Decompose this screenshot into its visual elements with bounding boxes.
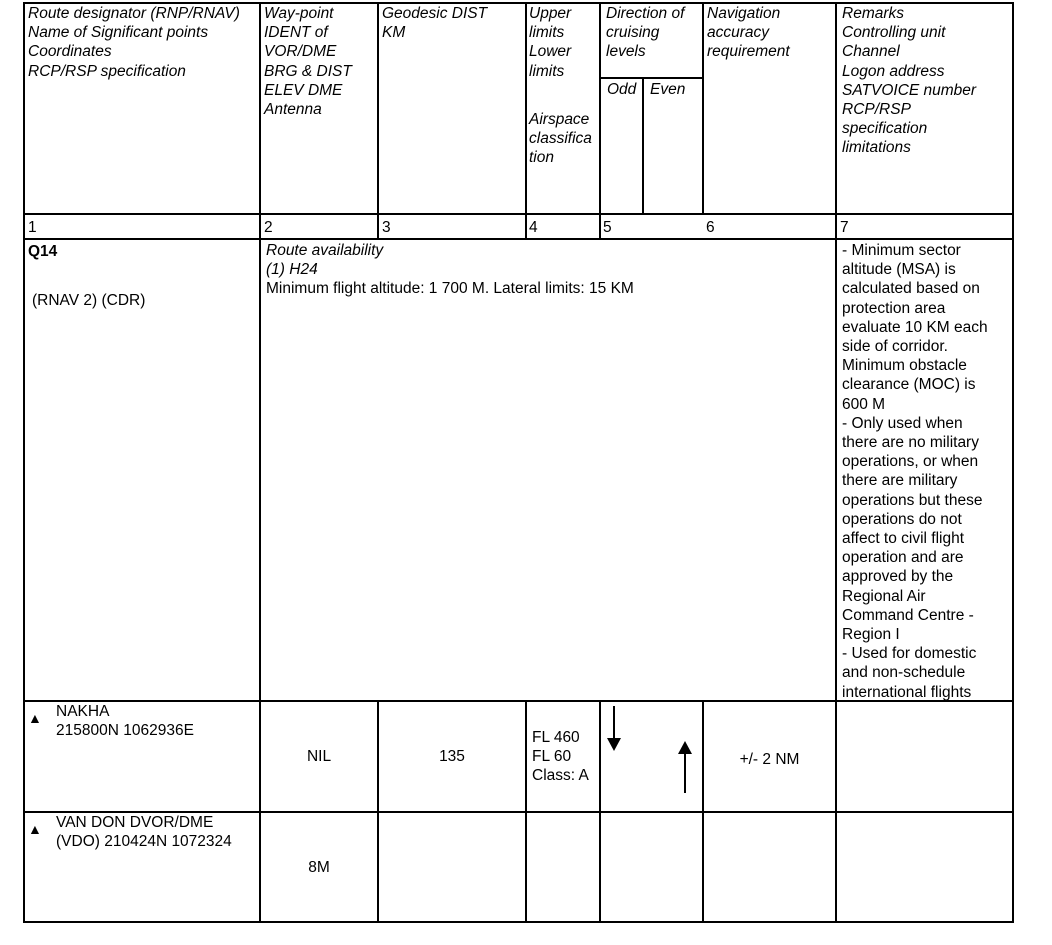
point-airspace-class: Class: A: [532, 767, 589, 784]
col-divider-2-3-lower: [377, 700, 379, 923]
column-number-5: 5: [603, 219, 612, 236]
point-distance: 135: [439, 748, 465, 765]
col-divider-5-6-lower: [702, 700, 704, 923]
column-number-3: 3: [382, 219, 391, 236]
header-bottom-line: [23, 213, 1014, 215]
header-col6: Navigation accuracy requirement: [707, 5, 790, 61]
column-number-7: 7: [840, 219, 849, 236]
header-col4-limits: Upper limits Lower limits: [529, 5, 572, 80]
point-nav-accuracy: +/- 2 NM: [739, 751, 800, 768]
point-name: VAN DON DVOR/DME: [56, 814, 214, 831]
col-divider-2-3: [377, 2, 379, 240]
table-border-left: [23, 2, 25, 923]
route-min-altitude: Minimum flight altitude: 1 700 M. Lateral limits: 15 KM: [266, 280, 634, 297]
route-availability-label: Route availability: [266, 242, 384, 259]
route-remarks: - Minimum sector altitude (MSA) is calculated based on protection area evaluate 10 KM each side of corridor. Minimum obstacle clearance (MOC) is 600 M - Only used when there are no military operations, or when there are military operations but these operations do not affect to civil flight operation and are approved by the Regional Air Command Centre - Region I - Used for domestic and non-schedule international flights: [842, 242, 988, 701]
point-upper-limit: FL 460: [532, 729, 580, 746]
column-number-4: 4: [529, 219, 538, 236]
waypoint-triangle-icon: ▲: [28, 821, 42, 837]
point-ident: NIL: [306, 748, 332, 765]
arrow-down-icon: [606, 706, 622, 752]
col-divider-4-5-lower: [599, 700, 601, 923]
header-col4-class: Airspace classifica tion: [529, 111, 592, 167]
route-availability-value: (1) H24: [266, 261, 318, 278]
point-coords: (VDO) 210424N 1072324: [56, 833, 232, 850]
odd-even-divider: [642, 77, 644, 215]
direction-subheader-line: [600, 77, 704, 79]
point-ident: 8M: [308, 859, 330, 876]
column-number-2: 2: [264, 219, 273, 236]
col-divider-3-4: [525, 2, 527, 240]
col-divider-5-6: [702, 2, 704, 215]
route-spec: (RNAV 2) (CDR): [32, 292, 146, 309]
arrow-up-icon: [677, 740, 693, 794]
point-lower-limit: FL 60: [532, 748, 572, 765]
waypoint-triangle-icon: ▲: [28, 710, 42, 726]
header-col2: Way-point IDENT of VOR/DME BRG & DIST ELEV DME Antenna: [264, 5, 352, 119]
column-number-6: 6: [706, 219, 715, 236]
col-divider-6-7: [835, 2, 837, 923]
header-col3: Geodesic DIST KM: [382, 5, 488, 42]
header-col5: Direction of cruising levels: [606, 5, 685, 61]
col-divider-4-5: [599, 2, 601, 240]
header-odd: Odd: [607, 81, 637, 98]
header-even: Even: [650, 81, 686, 98]
point-coords: 215800N 1062936E: [56, 722, 194, 739]
point-name: NAKHA: [56, 703, 110, 720]
header-col7: Remarks Controlling unit Channel Logon address SATVOICE number RCP/RSP specification limitations: [842, 5, 977, 157]
column-number-line: [23, 238, 1014, 240]
col-divider-1-2: [259, 2, 261, 923]
column-number-1: 1: [28, 219, 37, 236]
table-border-bottom: [23, 921, 1014, 923]
table-border-right: [1012, 2, 1014, 923]
col-divider-3-4-lower: [525, 700, 527, 923]
route-designator: Q14: [28, 243, 58, 260]
header-col1: Route designator (RNP/RNAV) Name of Significant points Coordinates RCP/RSP specification: [28, 5, 240, 80]
